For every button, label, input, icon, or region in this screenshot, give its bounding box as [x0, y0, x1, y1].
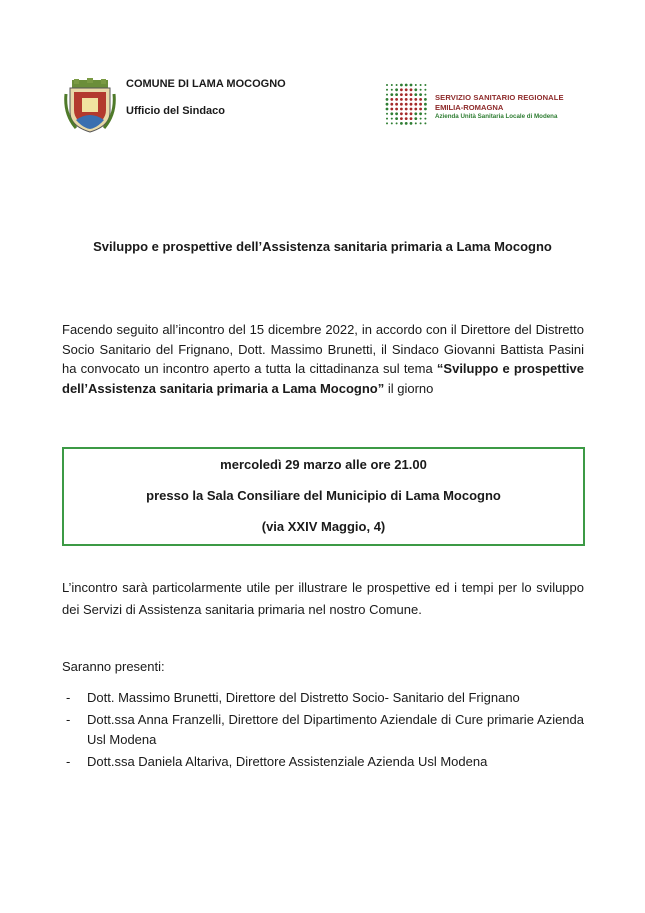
- health-service-logo-icon: [384, 82, 428, 126]
- logo-dot: [400, 122, 403, 125]
- logo-dot: [400, 84, 403, 87]
- intro-theme: “Sviluppo e prospettive dell’Assistenza sanitaria primaria a Lama Mocogno”: [62, 361, 584, 396]
- logo-dot: [410, 103, 413, 106]
- attendee-text: Dott.ssa Anna Franzelli, Direttore del Dipartimento Aziendale di Cure primarie Azienda Usl Modena: [87, 712, 584, 747]
- event-venue: presso la Sala Consiliare del Municipio di Lama Mocogno: [146, 488, 501, 503]
- logo-dot: [414, 108, 417, 111]
- intro-text-before: Facendo seguito all’incontro del 15 dicembre 2022, in accordo con il Direttore del Distretto Socio Sanitario del Frignano, Dott. Massimo Brunetti, il Sindaco Giovanni Battista Pasini ha convocato un incontro aperto a tutta la cittadinanza sul tema: [62, 322, 584, 377]
- logo-dot: [395, 103, 398, 106]
- health-service-header: [384, 78, 584, 128]
- logo-dot: [410, 108, 413, 111]
- logo-dot: [405, 93, 408, 96]
- bullet-dash: -: [66, 690, 71, 705]
- attendees-heading: Saranno presenti:: [62, 659, 165, 674]
- logo-dot: [386, 98, 389, 101]
- logo-dot: [405, 98, 408, 101]
- logo-dot: [390, 98, 393, 101]
- logo-dot: [420, 89, 422, 91]
- logo-dot: [386, 122, 388, 124]
- logo-dot: [415, 84, 417, 86]
- logo-dot: [395, 98, 398, 101]
- list-item: [62, 710, 584, 750]
- intro-paragraph: [62, 320, 584, 398]
- logo-dot: [410, 84, 413, 87]
- logo-dot: [400, 112, 403, 115]
- logo-dot: [400, 117, 403, 120]
- municipality-name: COMUNE DI LAMA MOCOGNO: [126, 78, 286, 90]
- logo-dot: [400, 93, 403, 96]
- logo-dot: [396, 84, 398, 86]
- logo-dot: [390, 112, 393, 115]
- list-item: [62, 688, 584, 708]
- logo-dot: [396, 122, 398, 124]
- logo-dot: [405, 103, 408, 106]
- logo-dot: [420, 118, 422, 120]
- logo-dot: [424, 113, 426, 115]
- logo-dot: [410, 98, 413, 101]
- logo-dot: [386, 89, 388, 91]
- health-service-line-2: EMILIA-ROMAGNA: [435, 103, 504, 112]
- logo-dot: [420, 84, 422, 86]
- logo-dot: [405, 84, 408, 87]
- logo-dot: [410, 122, 413, 125]
- logo-dot: [395, 108, 398, 111]
- logo-dot: [391, 122, 393, 124]
- logo-dot: [390, 103, 393, 106]
- logo-dot: [419, 108, 422, 111]
- logo-dot: [419, 103, 422, 106]
- logo-dot: [395, 112, 398, 115]
- bullet-dash: -: [66, 712, 71, 727]
- bullet-dash: -: [66, 754, 71, 769]
- list-item: [62, 752, 584, 772]
- logo-dot: [410, 93, 413, 96]
- logo-dot: [395, 93, 398, 96]
- logo-dot: [386, 84, 388, 86]
- logo-dot: [386, 118, 388, 120]
- logo-dot: [391, 84, 393, 86]
- logo-dot: [424, 94, 426, 96]
- logo-dot: [415, 122, 417, 124]
- office-name: Ufficio del Sindaco: [126, 105, 226, 117]
- logo-dot: [414, 103, 417, 106]
- logo-dot: [414, 98, 417, 101]
- logo-dot: [386, 103, 389, 106]
- logo-dot: [386, 108, 389, 111]
- attendees-list: [62, 688, 584, 774]
- event-date-time: mercoledì 29 marzo alle ore 21.00: [220, 457, 427, 472]
- logo-dot: [414, 117, 417, 120]
- logo-dot: [386, 94, 388, 96]
- municipality-header: [64, 76, 324, 132]
- logo-dot: [424, 108, 427, 111]
- logo-dot: [414, 88, 417, 91]
- logo-dot: [391, 118, 393, 120]
- logo-dot: [414, 112, 417, 115]
- logo-dot: [400, 88, 403, 91]
- logo-dot: [390, 108, 393, 111]
- health-service-line-3: Azienda Unità Sanitaria Locale di Modena: [435, 113, 558, 120]
- logo-dot: [424, 84, 426, 86]
- logo-dot: [405, 88, 408, 91]
- logo-dot: [400, 108, 403, 111]
- logo-dot: [386, 113, 388, 115]
- logo-dot: [400, 103, 403, 106]
- attendee-text: Dott. Massimo Brunetti, Direttore del Distretto Socio- Sanitario del Frignano: [87, 690, 520, 705]
- logo-dot: [410, 117, 413, 120]
- logo-dot: [419, 98, 422, 101]
- logo-dot: [391, 89, 393, 91]
- logo-dot: [424, 89, 426, 91]
- intro-text-after: il giorno: [384, 380, 434, 396]
- logo-dot: [424, 118, 426, 120]
- logo-dot: [400, 98, 403, 101]
- logo-dot: [414, 93, 417, 96]
- logo-dot: [420, 122, 422, 124]
- logo-dot: [395, 88, 398, 91]
- logo-dot: [419, 112, 422, 115]
- purpose-paragraph: L’incontro sarà particolarmente utile per illustrare le prospettive ed i tempi per lo sviluppo dei Servizi di Assistenza sanitaria primaria nel nostro Comune.: [62, 580, 584, 617]
- attendee-text: Dott.ssa Daniela Altariva, Direttore Assistenziale Azienda Usl Modena: [87, 754, 488, 769]
- event-details-box: [62, 447, 585, 546]
- logo-dot: [390, 93, 393, 96]
- logo-dot: [410, 112, 413, 115]
- logo-dot: [405, 122, 408, 125]
- logo-dot: [405, 117, 408, 120]
- logo-dot: [424, 98, 427, 101]
- event-address: (via XXIV Maggio, 4): [261, 519, 386, 534]
- health-service-line-1: SERVIZIO SANITARIO REGIONALE: [435, 93, 564, 102]
- logo-dot: [424, 122, 426, 124]
- logo-dot: [419, 93, 422, 96]
- logo-dot: [395, 117, 398, 120]
- municipal-crest-icon: [64, 78, 116, 134]
- logo-dot: [405, 112, 408, 115]
- logo-dot: [405, 108, 408, 111]
- logo-dot: [410, 88, 413, 91]
- document-title: Sviluppo e prospettive dell’Assistenza sanitaria primaria a Lama Mocogno: [93, 239, 552, 254]
- logo-dot: [424, 103, 427, 106]
